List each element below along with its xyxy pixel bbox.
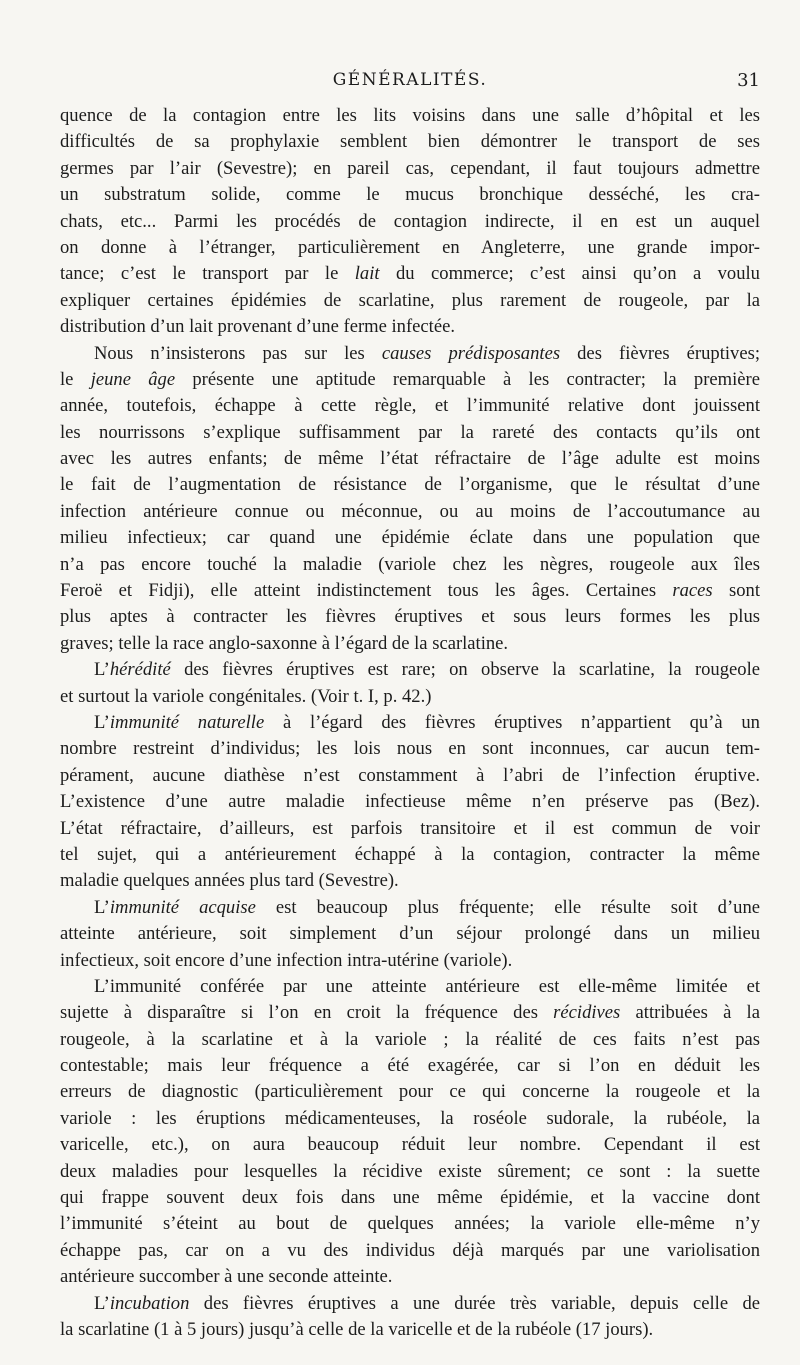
text-segment: Nous n’insisterons pas sur les — [94, 342, 382, 364]
text-line — [60, 974, 760, 1000]
text-line — [60, 816, 760, 842]
text-line — [60, 182, 760, 208]
text-line — [60, 921, 760, 947]
text-line — [60, 129, 760, 155]
text-line — [60, 367, 760, 393]
text-segment: L’état réfractaire, d’ailleurs, est parfois transitoire et il est commun de voir — [60, 817, 760, 839]
text-line — [60, 1185, 760, 1211]
text-segment: L’ — [94, 896, 110, 918]
text-line — [60, 1132, 760, 1158]
text-segment: atteinte antérieure, soit simplement d’un séjour prolongé dans un milieu — [60, 923, 760, 945]
text-segment: quence de la contagion entre les lits voisins dans une salle d’hôpital et les — [60, 105, 760, 126]
text-line — [60, 1264, 760, 1290]
text-segment: le — [60, 368, 91, 390]
running-title: GÉNÉRALITÉS. — [332, 70, 488, 90]
text-segment: avec les autres enfants; de même l’état réfractaire de l’âge adulte est moins — [60, 448, 760, 470]
text-line — [60, 842, 760, 868]
text-segment: L’existence d’une autre maladie infectieuse même n’en préserve pas (Bez). — [60, 791, 760, 813]
text-segment: qui frappe souvent deux fois dans une même épidémie, et la vaccine dont — [60, 1187, 760, 1209]
italic-term: hérédité — [109, 659, 171, 681]
text-segment: L’ — [94, 1292, 110, 1314]
text-segment: rougeole, à la scarlatine et à la variole ; la réalité de ces faits n’est pas — [60, 1028, 760, 1050]
text-segment: expliquer certaines épidémies de scarlatine, plus rarement de rougeole, par la — [60, 289, 760, 311]
text-segment: des fièvres éruptives; — [560, 342, 760, 364]
italic-term: races — [672, 580, 713, 602]
text-segment: tel sujet, qui a antérieurement échappé à la contagion, contracter la même — [60, 843, 760, 865]
text-line — [60, 235, 760, 261]
text-line — [60, 578, 760, 604]
text-segment: milieu infectieux; car quand une épidémie éclate dans une population que — [60, 527, 760, 549]
italic-term: causes prédisposantes — [381, 342, 561, 364]
text-line — [60, 1238, 760, 1264]
text-line — [60, 156, 760, 182]
text-line — [60, 684, 760, 710]
text-line — [60, 631, 760, 657]
text-segment: L’immunité conférée par une atteinte antérieure est elle-même limitée et — [94, 975, 760, 997]
text-segment: L’ — [94, 659, 110, 681]
text-line — [60, 1027, 760, 1053]
text-line — [60, 789, 760, 815]
italic-term: jeune âge — [90, 368, 176, 390]
text-segment: infection antérieure connue ou méconnue, ou au moins de l’accoutumance au — [60, 500, 760, 522]
text-line — [60, 446, 760, 472]
text-segment: année, toutefois, échappe à cette règle, et l’immunité relative dont jouissent — [60, 395, 760, 417]
page-header — [60, 70, 760, 98]
text-line — [60, 261, 760, 287]
text-segment: pérament, aucune diathèse n’est constamment à l’abri de l’infection éruptive. — [60, 764, 760, 786]
text-segment: deux maladies pour lesquelles la récidive existe sûrement; ce sont : la suette — [60, 1160, 760, 1182]
text-line — [60, 1079, 760, 1105]
text-segment: attribuées à la — [620, 1002, 760, 1024]
text-segment: sont — [712, 580, 760, 602]
italic-term: immunité acquise — [109, 896, 256, 918]
text-segment: L’ — [94, 711, 110, 733]
text-segment: on donne à l’étranger, particulièrement en Angleterre, une grande impor- — [60, 236, 760, 258]
text-line — [60, 499, 760, 525]
text-segment: germes par l’air (Sevestre); en pareil cas, cependant, il faut toujours admettre — [60, 157, 760, 179]
italic-term: récidives — [553, 1002, 621, 1024]
text-line — [60, 420, 760, 446]
text-line — [60, 1211, 760, 1237]
text-segment: varicelle, etc.), on aura beaucoup réduit leur nombre. Cependant il est — [60, 1134, 760, 1156]
text-segment: erreurs de diagnostic (particulièrement pour ce qui concerne la rougeole et la — [60, 1081, 760, 1103]
text-segment: présente une aptitude remarquable à les contracter; la première — [175, 368, 760, 390]
text-line — [60, 948, 760, 974]
text-segment: plus aptes à contracter les fièvres éruptives et sous leurs formes les plus — [60, 606, 760, 628]
text-line — [60, 1000, 760, 1026]
text-segment: infectieux, soit encore d’une infection intra-utérine (variole). — [60, 949, 513, 971]
text-line — [60, 604, 760, 630]
text-segment: à l’égard des fièvres éruptives n’appartient qu’à un — [264, 711, 760, 733]
text-segment: variole : les éruptions médicamenteuses, la roséole sudorale, la rubéole, la — [60, 1107, 760, 1129]
text-line — [60, 103, 760, 129]
italic-term: incubation — [109, 1292, 190, 1314]
text-segment: antérieure succomber à une seconde atteinte. — [60, 1266, 393, 1288]
italic-term: lait — [354, 263, 380, 285]
text-segment: est beaucoup plus fréquente; elle résulte soit d’une — [255, 896, 760, 918]
text-segment: des fièvres éruptives a une durée très variable, depuis celle de — [189, 1292, 760, 1314]
text-segment: distribution d’un lait provenant d’une ferme infectée. — [60, 316, 455, 338]
italic-term: immunité naturelle — [109, 711, 265, 733]
text-segment: sujette à disparaître si l’on en croit la fréquence des — [60, 1002, 554, 1024]
text-line — [60, 1317, 760, 1343]
text-segment: tance; c’est le transport par le — [60, 263, 355, 285]
text-segment: Feroë et Fidji), elle atteint indistinctement tous les âges. Certaines — [60, 580, 673, 602]
text-segment: contestable; mais leur fréquence a été exagérée, car si l’on en déduit les — [60, 1055, 760, 1077]
text-line — [60, 472, 760, 498]
text-segment: graves; telle la race anglo-saxonne à l’égard de la scarlatine. — [60, 632, 509, 654]
text-segment: le fait de l’augmentation de résistance de l’organisme, que le résultat d’une — [60, 474, 760, 496]
text-segment: chats, etc... Parmi les procédés de contagion indirecte, il en est un auquel — [60, 210, 760, 232]
text-segment: les nourrissons s’explique suffisamment par la rareté des contacts qu’ils ont — [60, 421, 760, 443]
page-number: 31 — [737, 70, 760, 91]
text-line — [60, 552, 760, 578]
body-text — [60, 103, 760, 1343]
text-line — [60, 763, 760, 789]
text-line — [60, 393, 760, 419]
text-segment: l’immunité s’éteint au bout de quelques années; la variole elle-même n’y — [60, 1213, 760, 1235]
text-line — [60, 341, 760, 367]
text-line — [60, 1053, 760, 1079]
text-line — [60, 1159, 760, 1185]
text-line — [60, 525, 760, 551]
text-segment: la scarlatine (1 à 5 jours) jusqu’à celle de la varicelle et de la rubéole (17 jours). — [60, 1318, 654, 1340]
text-line — [60, 710, 760, 736]
text-segment: un substratum solide, comme le mucus bronchique desséché, les cra- — [60, 184, 760, 206]
text-segment: difficultés de sa prophylaxie semblent bien démontrer le transport de ses — [60, 131, 760, 153]
text-segment: des fièvres éruptives est rare; on observe la scarlatine, la rougeole — [170, 659, 760, 681]
text-segment: et surtout la variole congénitales. (Voir t. I, p. 42.) — [60, 685, 432, 707]
text-segment: nombre restreint d’individus; les lois nous en sont inconnues, car aucun tem- — [60, 738, 760, 760]
text-line — [60, 736, 760, 762]
text-line — [60, 314, 760, 340]
text-line — [60, 868, 760, 894]
text-segment: maladie quelques années plus tard (Sevestre). — [60, 870, 399, 892]
text-segment: échappe pas, car on a vu des individus déjà marqués par une variolisation — [60, 1239, 760, 1261]
text-line — [60, 288, 760, 314]
text-line — [60, 1291, 760, 1317]
text-line — [60, 209, 760, 235]
text-line — [60, 657, 760, 683]
text-line — [60, 895, 760, 921]
text-line — [60, 1106, 760, 1132]
text-segment: du commerce; c’est ainsi qu’on a voulu — [379, 263, 760, 285]
text-segment: n’a pas encore touché la maladie (variole chez les nègres, rougeole aux îles — [60, 553, 760, 575]
